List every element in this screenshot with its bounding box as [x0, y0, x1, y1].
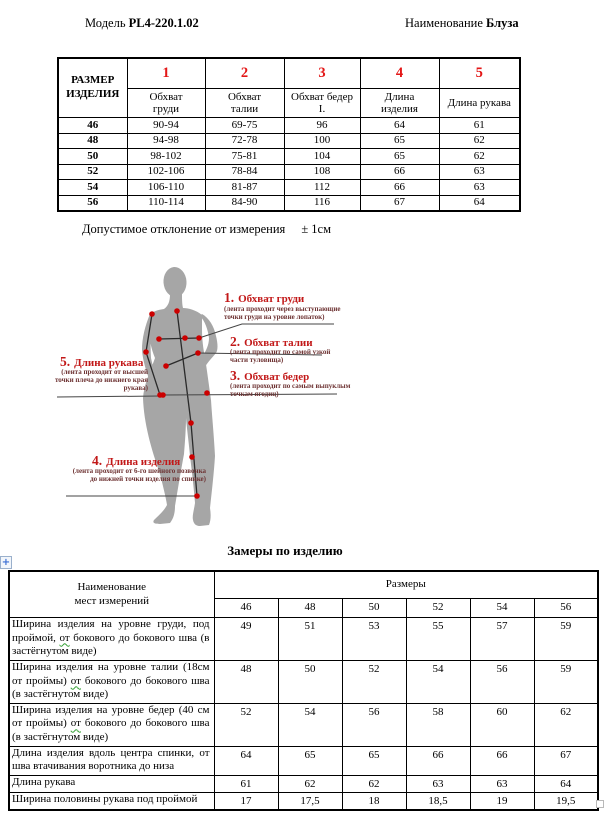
cell: 66 — [360, 164, 439, 180]
cell: 61 — [214, 775, 278, 792]
cell: 64 — [214, 746, 278, 775]
size-column-header: 56 — [534, 599, 598, 618]
column-header-line1: Длина — [384, 90, 415, 103]
column-header — [284, 89, 360, 118]
cell: 60 — [470, 703, 534, 746]
column-header-line2: талии — [230, 103, 259, 115]
diagram-label-chest — [224, 290, 304, 306]
cell: 17 — [214, 793, 278, 811]
column-number: 2 — [205, 58, 284, 89]
cell: 66 — [360, 180, 439, 196]
column-number: 4 — [360, 58, 439, 89]
label-number: 3. — [230, 368, 241, 383]
measurement-diagram — [0, 258, 605, 548]
product-measurements-table — [8, 570, 599, 811]
cell: 116 — [284, 195, 360, 211]
cell: 63 — [439, 164, 520, 180]
cell: 64 — [360, 118, 439, 134]
table-resize-handle[interactable] — [596, 800, 604, 808]
cell: 50 — [278, 660, 342, 703]
size-column-header: 48 — [278, 599, 342, 618]
cell: 98-102 — [127, 149, 205, 165]
table-row — [58, 149, 520, 165]
item-name-header — [405, 16, 519, 31]
diagram-desc-item-length: (лента проходит от 6-го шейного позвонка до нижней точки изделия по спинке) — [72, 467, 206, 484]
measurement-label: Длина изделия вдоль центра спинки, от шва втачивания воротника до низа — [9, 746, 214, 775]
cell: 75-81 — [205, 149, 284, 165]
section-title: Замеры по изделию — [227, 543, 343, 558]
cell: 55 — [406, 618, 470, 661]
cell: 62 — [439, 133, 520, 149]
model-header — [85, 16, 199, 31]
cell: 52 — [214, 703, 278, 746]
model-value: PL4-220.1.02 — [128, 16, 199, 30]
size-column-header: 46 — [214, 599, 278, 618]
cell: 62 — [342, 775, 406, 792]
cell: 66 — [470, 746, 534, 775]
diagram-desc-hips: (лента проходит по самым выпуклым точкам ягодиц) — [230, 382, 351, 399]
insert-table-plus-icon[interactable]: + — [1, 557, 11, 568]
cell: 65 — [360, 149, 439, 165]
cell: 67 — [360, 195, 439, 211]
cell: 63 — [470, 775, 534, 792]
cell: 57 — [470, 618, 534, 661]
cell: 110-114 — [127, 195, 205, 211]
size-column-header: 52 — [406, 599, 470, 618]
cell: 62 — [534, 703, 598, 746]
corner-line2: ИЗДЕЛИЯ — [66, 88, 120, 100]
label-title: Обхват бедер — [244, 371, 310, 383]
column-header-line2: I. — [318, 103, 326, 115]
cell: 66 — [406, 746, 470, 775]
diagram-desc-chest: (лента проходит через выступающие точки груди на уровне лопаток) — [224, 305, 341, 322]
cell: 96 — [284, 118, 360, 134]
label-number: 1. — [224, 290, 235, 305]
cell: 64 — [439, 195, 520, 211]
cell: 65 — [342, 746, 406, 775]
measurement-label: Ширина изделия на уровне бедер (40 см от проймы) от бокового до бокового шва (в застёгнутом виде) — [9, 703, 214, 746]
cell: 64 — [534, 775, 598, 792]
tolerance-value: ± 1см — [301, 222, 332, 236]
label-title: Обхват груди — [238, 293, 305, 305]
cell: 102-106 — [127, 164, 205, 180]
cell: 63 — [439, 180, 520, 196]
column-header-line1: Обхват — [149, 90, 183, 103]
sizes-group-header: Размеры — [214, 571, 598, 599]
diagram-desc-sleeve-length: (лента проходит от высшей точки плеча до нижнего края рукава) — [54, 368, 148, 393]
cell: 56 — [470, 660, 534, 703]
cell: 52 — [342, 660, 406, 703]
column-header — [205, 89, 284, 118]
diagram-desc-waist: (лента проходит по самой узкой части туловища) — [230, 348, 331, 365]
name-header-line1: Наименование — [77, 581, 147, 594]
column-header — [439, 89, 520, 118]
cell: 53 — [342, 618, 406, 661]
tolerance-note — [82, 222, 331, 237]
cell: 65 — [360, 133, 439, 149]
column-header-line1: Обхват — [227, 90, 262, 103]
item-name-value: Блуза — [486, 16, 519, 30]
cell: 48 — [214, 660, 278, 703]
measurement-label: Ширина изделия на уровне талии (18см от проймы) от бокового до бокового шва (в застёгнутом виде) — [9, 660, 214, 703]
column-number: 3 — [284, 58, 360, 89]
size-table-corner-header — [58, 58, 127, 118]
size-cell: 50 — [58, 149, 127, 165]
table-row — [58, 180, 520, 196]
cell: 65 — [278, 746, 342, 775]
cell: 18,5 — [406, 793, 470, 811]
size-cell: 48 — [58, 133, 127, 149]
table-row — [9, 775, 598, 792]
cell: 59 — [534, 660, 598, 703]
cell: 62 — [439, 149, 520, 165]
cell: 90-94 — [127, 118, 205, 134]
cell: 61 — [439, 118, 520, 134]
name-column-header — [9, 571, 214, 618]
cell: 54 — [278, 703, 342, 746]
cell: 18 — [342, 793, 406, 811]
label-title: Обхват талии — [244, 337, 313, 349]
table-row — [9, 618, 598, 661]
cell: 100 — [284, 133, 360, 149]
cell: 104 — [284, 149, 360, 165]
column-header-line2: груди — [152, 103, 180, 115]
corner-line1: РАЗМЕР — [71, 74, 115, 87]
tolerance-text: Допустимое отклонение от измерения — [82, 222, 286, 236]
measurement-label: Ширина изделия на уровне груди, под проймой, от бокового до бокового шва (в застёгнутом виде) — [9, 618, 214, 661]
column-header-line2: изделия — [381, 103, 418, 115]
cell: 59 — [534, 618, 598, 661]
cell: 51 — [278, 618, 342, 661]
cell: 112 — [284, 180, 360, 196]
column-number: 1 — [127, 58, 205, 89]
cell: 69-75 — [205, 118, 284, 134]
cell: 17,5 — [278, 793, 342, 811]
size-cell: 46 — [58, 118, 127, 134]
size-cell: 54 — [58, 180, 127, 196]
table-row — [9, 746, 598, 775]
table-row — [9, 793, 598, 811]
cell: 106-110 — [127, 180, 205, 196]
cell: 72-78 — [205, 133, 284, 149]
cell: 19,5 — [534, 793, 598, 811]
table-row — [58, 133, 520, 149]
cell: 67 — [534, 746, 598, 775]
item-name-label: Наименование — [405, 16, 483, 30]
size-table — [57, 57, 521, 212]
label-title: Длина рукава — [74, 357, 144, 369]
column-header — [127, 89, 205, 118]
cell: 54 — [406, 660, 470, 703]
size-column-header: 54 — [470, 599, 534, 618]
column-header-line1: Длина рукава — [447, 96, 511, 109]
cell: 81-87 — [205, 180, 284, 196]
cell: 19 — [470, 793, 534, 811]
cell: 49 — [214, 618, 278, 661]
label-title: Длина изделия — [106, 456, 181, 468]
figure-right-arm — [200, 314, 218, 369]
label-number: 4. — [92, 453, 103, 468]
cell: 63 — [406, 775, 470, 792]
column-header — [360, 89, 439, 118]
column-number: 5 — [439, 58, 520, 89]
table-row — [9, 703, 598, 746]
size-cell: 56 — [58, 195, 127, 211]
measurement-label: Ширина половины рукава под проймой — [9, 793, 214, 811]
cell: 84-90 — [205, 195, 284, 211]
model-label: Модель — [85, 16, 126, 30]
cell: 108 — [284, 164, 360, 180]
cell: 56 — [342, 703, 406, 746]
size-cell: 52 — [58, 164, 127, 180]
cell: 94-98 — [127, 133, 205, 149]
table-row — [58, 164, 520, 180]
label-number: 5. — [60, 354, 71, 369]
figure-head — [162, 266, 187, 298]
cell: 58 — [406, 703, 470, 746]
table-row — [9, 660, 598, 703]
label-number: 2. — [230, 334, 241, 349]
cell: 78-84 — [205, 164, 284, 180]
name-header-line2: мест измерений — [74, 594, 150, 607]
measurement-label: Длина рукава — [9, 775, 214, 792]
size-column-header: 50 — [342, 599, 406, 618]
table-row — [58, 195, 520, 211]
column-header-line1: Обхват бедер — [291, 90, 353, 103]
cell: 62 — [278, 775, 342, 792]
table-row — [58, 118, 520, 134]
